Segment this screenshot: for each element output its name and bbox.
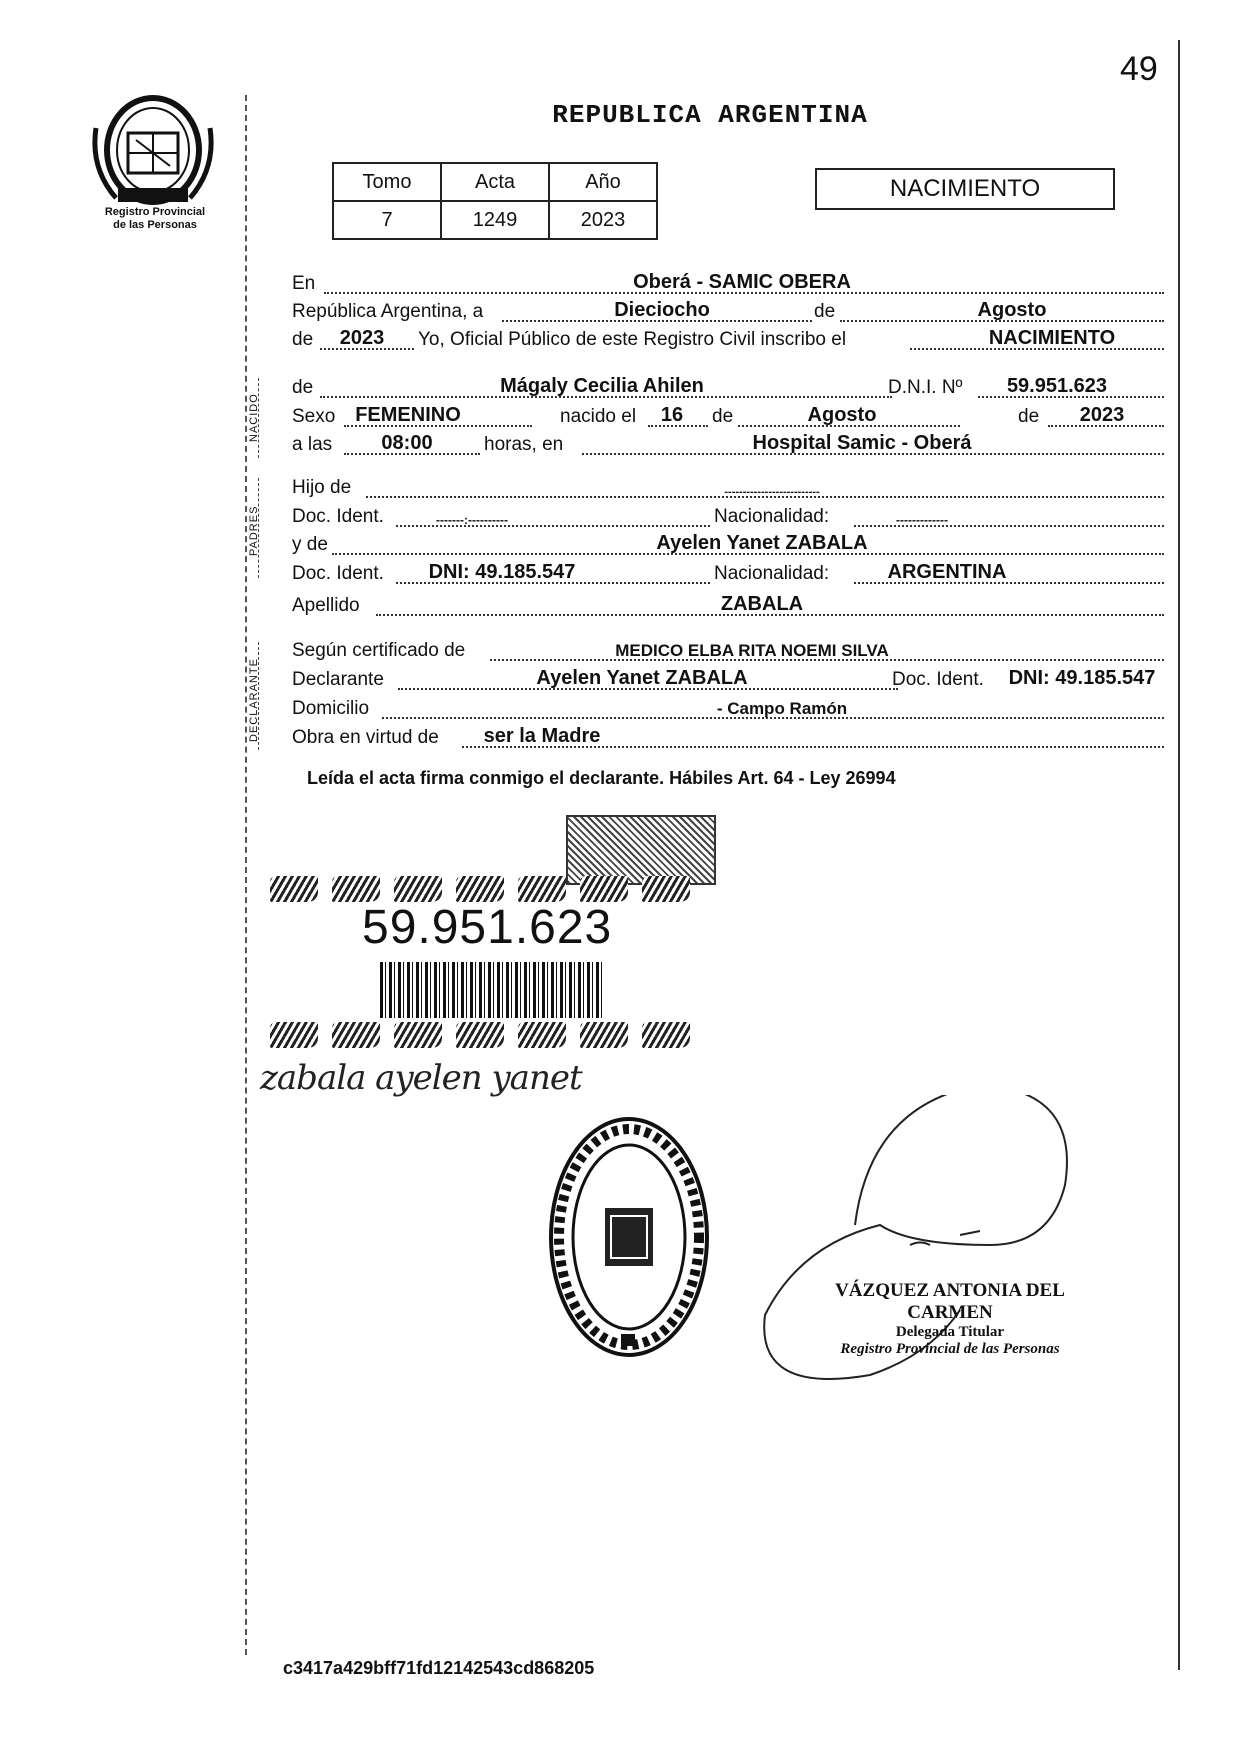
value-tomo: 7 (333, 201, 441, 239)
official-signature-icon (760, 1095, 1110, 1445)
nac2-label: Nacionalidad: (714, 563, 830, 584)
logo-caption-line-1: Registro Provincial (104, 206, 206, 218)
en-label: En (292, 273, 316, 294)
dni-label: D.N.I. Nº (888, 377, 963, 398)
sexo-label: Sexo (292, 406, 336, 427)
nac1-label: Nacionalidad: (714, 506, 830, 527)
doc2-value: DNI: 49.185.547 (428, 561, 576, 583)
document-title: REPUBLICA ARGENTINA (552, 100, 868, 130)
obra-value: ser la Madre (483, 725, 601, 747)
document-type-box: NACIMIENTO (815, 168, 1115, 210)
nacido-label: nacido el (560, 406, 637, 427)
inscribo-value: NACIMIENTO (988, 327, 1116, 349)
de-label-4: de (1018, 406, 1040, 427)
nacido-anio: 2023 (1079, 404, 1125, 426)
anio-prefix: de (292, 329, 314, 350)
row-hora (292, 431, 1164, 459)
side-label-declarante: DECLARANTE (248, 658, 260, 742)
nombre-value: Mágaly Cecilia Ahilen (500, 375, 704, 397)
declarante-signature: zabala ayelen yanet (260, 1058, 582, 1098)
side-label-padres: PADRES (248, 505, 260, 556)
nac2-value: ARGENTINA (887, 561, 1007, 583)
mes-value: Agosto (977, 299, 1047, 321)
security-wave (394, 1022, 442, 1048)
dia-value: Dieciocho (614, 299, 710, 321)
dni-value: 59.951.623 (1006, 375, 1108, 397)
logo-caption (80, 206, 230, 232)
doc3-label: Doc. Ident. (892, 669, 984, 690)
lugar-value: Hospital Samic - Oberá (752, 432, 972, 454)
madre-value: Ayelen Yanet ZABALA (656, 532, 868, 554)
security-wave (642, 876, 690, 902)
anio-value: 2023 (339, 327, 385, 349)
security-wave (580, 876, 628, 902)
value-acta: 1249 (441, 201, 549, 239)
logo-caption-line-2: de las Personas (113, 219, 197, 231)
row-obra (292, 724, 1164, 752)
horas-label: horas, en (484, 434, 564, 455)
hijo-value: -------------------------- (724, 486, 820, 498)
official-role: Delegada Titular (895, 1324, 1005, 1340)
row-doc1 (292, 503, 1164, 531)
header-acta: Acta (441, 163, 549, 201)
security-stamp-block (566, 815, 716, 885)
en-value: Oberá - SAMIC OBERA (633, 271, 851, 293)
row-inscribo (292, 326, 1164, 354)
doc2-label: Doc. Ident. (292, 563, 384, 584)
row-sexo (292, 403, 1164, 431)
oficial-text: Yo, Oficial Público de este Registro Civil inscribo el (418, 329, 847, 350)
doc1-label: Doc. Ident. (292, 506, 384, 527)
row-certificado (292, 637, 1164, 665)
row-hijo (292, 474, 1164, 502)
row-doc2 (292, 560, 1164, 588)
security-wave (270, 1022, 318, 1048)
security-wave (518, 1022, 566, 1048)
de-label-3: de (712, 406, 734, 427)
hijo-label: Hijo de (292, 477, 352, 498)
document-hash: c3417a429bff71fd12142543cd868205 (283, 1658, 595, 1678)
security-wave (580, 1022, 628, 1048)
row-nombre (292, 374, 1164, 402)
de-label: de (814, 301, 836, 322)
leida-statement: Leída el acta firma conmigo el declarante. Hábiles Art. 64 - Ley 26994 (307, 768, 896, 788)
declarante-label: Declarante (292, 669, 384, 690)
page-number: 49 (1120, 50, 1158, 88)
security-wave (394, 876, 442, 902)
barcode (380, 962, 602, 1018)
apellido-label: Apellido (292, 595, 360, 616)
hora-value: 08:00 (381, 432, 433, 454)
official-name: VÁZQUEZ ANTONIA DEL CARMEN (835, 1280, 1065, 1323)
stamp-dni-number: 59.951.623 (362, 901, 613, 954)
official-stamp (800, 1280, 1100, 1358)
left-margin-line (245, 95, 247, 1655)
security-wave (518, 876, 566, 902)
domicilio-value: - Campo Ramón (716, 699, 848, 718)
security-wave (642, 1022, 690, 1048)
row-apellido (292, 592, 1164, 620)
right-margin-line (1178, 40, 1180, 1670)
cert-label: Según certificado de (292, 640, 466, 661)
republica-label: República Argentina, a (292, 301, 484, 322)
row-domicilio (292, 695, 1164, 723)
alas-label: a las (292, 434, 333, 455)
yde-label: y de (292, 534, 328, 555)
header-tomo: Tomo (333, 163, 441, 201)
doc3-value: DNI: 49.185.547 (1008, 667, 1156, 689)
row-madre (292, 531, 1164, 559)
security-wave-row-bottom (270, 1022, 730, 1052)
row-declarante (292, 666, 1164, 694)
tomo-acta-anio-table (332, 162, 658, 240)
row-en (292, 270, 1164, 298)
doc1-value: -------:---------- (436, 513, 508, 527)
sexo-value: FEMENINO (355, 404, 461, 426)
security-wave (332, 876, 380, 902)
nacido-mes: Agosto (807, 404, 877, 426)
security-wave (270, 876, 318, 902)
security-wave (456, 1022, 504, 1048)
value-anio: 2023 (549, 201, 657, 239)
row-fecha (292, 298, 1164, 326)
nacido-dia: 16 (660, 404, 684, 426)
de-label-2: de (292, 377, 314, 398)
security-wave (456, 876, 504, 902)
cert-value: MEDICO ELBA RITA NOEMI SILVA (615, 641, 889, 660)
official-org: Registro Provincial de las Personas (840, 1341, 1060, 1357)
domicilio-label: Domicilio (292, 698, 370, 719)
obra-label: Obra en virtud de (292, 727, 439, 748)
nac1-value: ------------- (896, 513, 948, 527)
registry-seal-icon (545, 1112, 713, 1362)
security-wave (332, 1022, 380, 1048)
side-label-nacido: NACIDO (248, 393, 260, 442)
declarante-value: Ayelen Yanet ZABALA (536, 667, 748, 689)
apellido-value: ZABALA (720, 593, 804, 615)
header-anio: Año (549, 163, 657, 201)
